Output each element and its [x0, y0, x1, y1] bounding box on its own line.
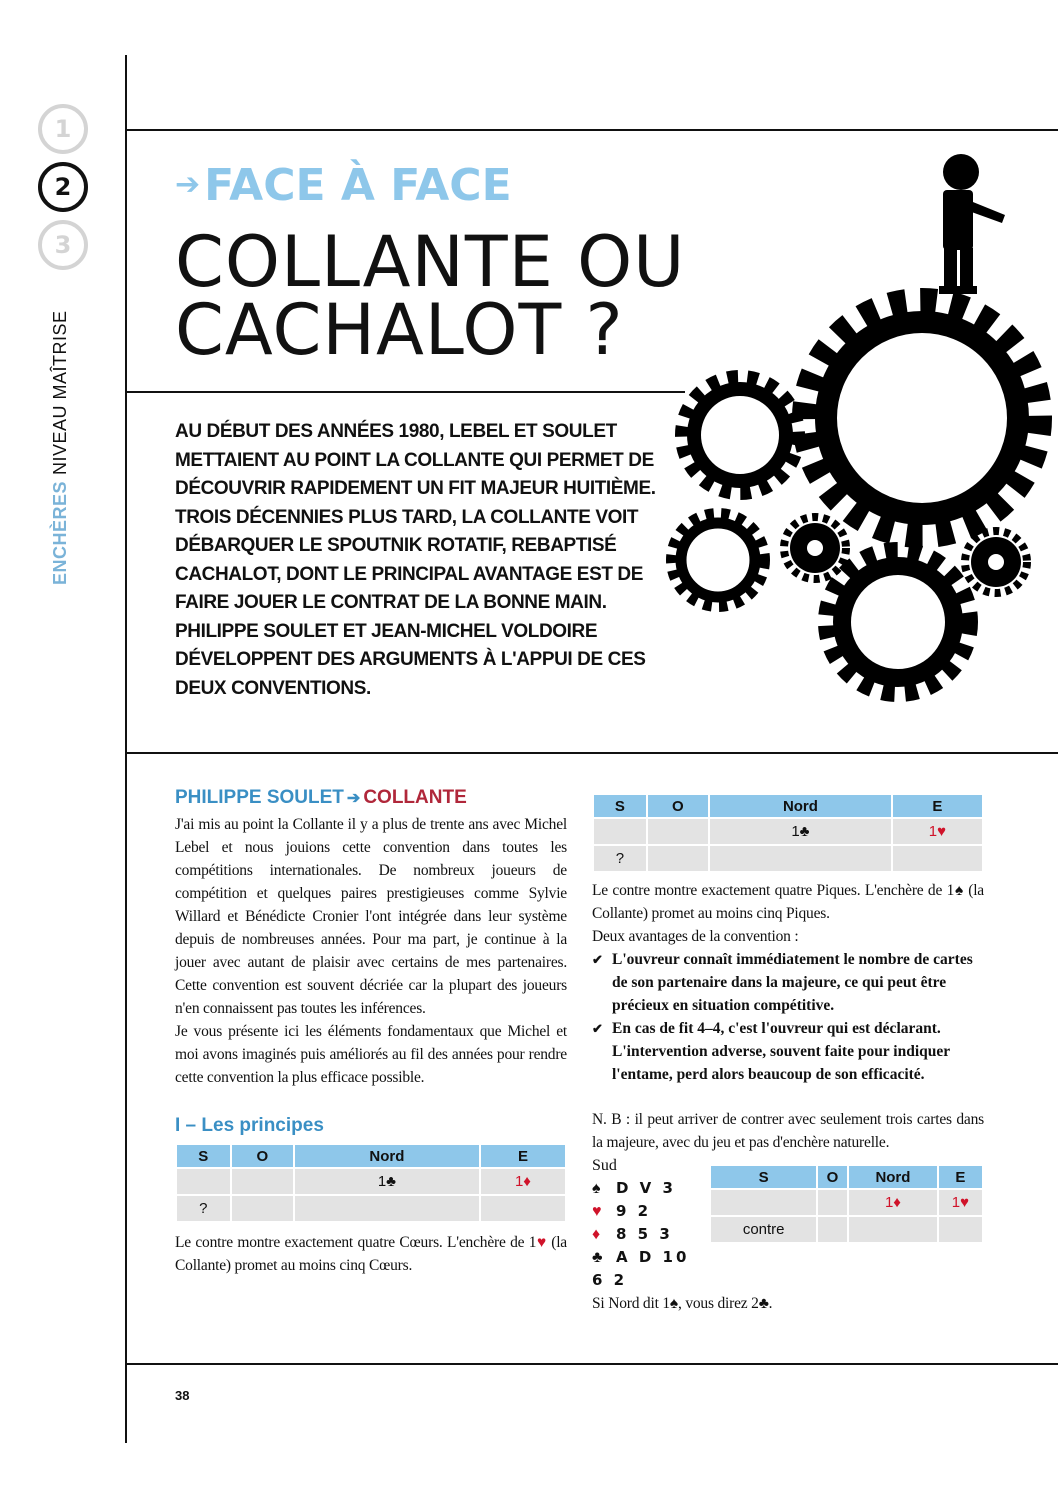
- gears-illustration: [650, 150, 1058, 710]
- diamond-icon: ♦: [592, 1226, 601, 1243]
- left-paragraph-2: Je vous présente ici les éléments fondamentaux que Michel et moi avons imaginés puis améliorés au fil des années pour rendre cette convention la plus efficace possible.: [175, 1023, 567, 1086]
- heart-icon: ♥: [592, 1203, 602, 1220]
- spade-icon: ♠: [592, 1180, 601, 1197]
- hand-diamonds: ♦ 8 5 3: [592, 1223, 691, 1246]
- table-cell: ?: [594, 846, 646, 871]
- table-header: S: [594, 795, 646, 817]
- author-name: PHILIPPE SOULET: [175, 787, 344, 808]
- level-2-badge: 2: [38, 162, 88, 212]
- footer-rule: [125, 1363, 1058, 1365]
- table-cell: [295, 1196, 479, 1221]
- checkmark-icon: ✔: [592, 1021, 603, 1036]
- table-row: [711, 1217, 982, 1242]
- table-cell: [939, 1217, 982, 1242]
- kicker-text: FACE À FACE: [204, 160, 512, 211]
- right-paragraph-1: Le contre montre exactement quatre Piques. L'enchère de 1♠ (la Collante) promet au moins cinq Piques.: [592, 882, 984, 922]
- table-cell: [818, 1217, 847, 1242]
- bidding-table-3: [709, 1164, 984, 1244]
- table-header: Nord: [710, 795, 891, 817]
- hand-hearts: ♥ 9 2: [592, 1200, 691, 1223]
- intro-text: AU DÉBUT DES ANNÉES 1980, LEBEL ET SOULET METTAIENT AU POINT LA COLLANTE QUI PERMET DE DÉCOUVRIR RAPIDEMENT UN FIT MAJEUR HUITIÈME. TROIS DÉCENNIES PLUS TARD, LA COLLANTE VOIT DÉBARQUER LE SPOUTNIK ROTATIF, REBAPTISÉ CACHALOT, DONT LE PRINCIPAL AVANTAGE EST DE FAIRE JOUER LE CONTRAT DE LA BONNE MAIN. PHILIPPE SOULET ET JEAN-MICHEL VOLDOIRE DÉVELOPPENT DES ARGUMENTS À L'APPUI DE CES DEUX CONVENTIONS.: [175, 421, 656, 699]
- spade-icon: ♠: [954, 882, 964, 899]
- page-number: 38: [175, 1388, 190, 1403]
- table-header: O: [648, 795, 708, 817]
- right-column: [592, 793, 984, 1315]
- level-label: NIVEAU MAÎTRISE: [49, 310, 70, 475]
- bidding-table-1: [175, 1143, 567, 1223]
- section-vertical-label: [45, 265, 75, 585]
- hand-label: Sud: [592, 1157, 617, 1174]
- hand-clubs: ♣ A D 10 6 2: [592, 1248, 690, 1289]
- category-label: ENCHÈRES: [49, 480, 70, 585]
- nb-note: N. B : il peut arriver de contrer avec seulement trois cartes dans la majeure, avec du jeu et pas d'enchère naturelle.: [592, 1111, 984, 1151]
- table-cell: contre: [711, 1217, 815, 1242]
- table-header: Nord: [849, 1166, 937, 1188]
- kicker: [175, 160, 512, 211]
- stick-figure-icon: [939, 154, 1005, 294]
- south-hand: [592, 1154, 691, 1292]
- table-cell: 1♦: [849, 1190, 937, 1215]
- table-cell: 1♣: [710, 819, 891, 844]
- table-cell: [232, 1169, 293, 1194]
- level-1-badge: 1: [38, 104, 88, 154]
- left-paragraph-1: J'ai mis au point la Collante il y a plus de trente ans avec Michel Lebel et nous jouions cette convention dans toutes les compétitions internationales. De nombreux joueurs de compétition et quelques paires prestigieuses comme Sylvie Willard et Bénédicte Cronier l'ont intégrée dans leur système depuis de nombreuses années. Pour ma part, je continue à la jouer avec autant de plaisir avec certains de mes partenaires. Cette convention est souvent décriée car la plupart des joueurs n'en connaissent pas toutes les inférences.: [175, 816, 567, 1017]
- table-cell: [818, 1190, 847, 1215]
- table-cell: 1♦: [481, 1169, 565, 1194]
- table-cell: 1♥: [893, 819, 982, 844]
- intro-rule: [125, 752, 1058, 754]
- left-byline: [175, 787, 567, 809]
- table-row: [177, 1196, 565, 1221]
- title-line-2: CACHALOT ?: [175, 289, 624, 371]
- club-icon: ♣: [758, 1295, 769, 1312]
- table-cell: [481, 1196, 565, 1221]
- table-header: O: [818, 1166, 847, 1188]
- list-item: ✔ L'ouvreur connaît immédiatement le nombre de cartes de son partenaire dans la majeure, ce qui peut être précieux en situation compétitive.: [592, 948, 984, 1017]
- top-rule: [125, 129, 1058, 131]
- table-row: [594, 819, 982, 844]
- table-cell: [232, 1196, 293, 1221]
- topic-name: COLLANTE: [363, 787, 467, 808]
- left-column: [175, 787, 567, 1277]
- table-cell: [648, 846, 708, 871]
- final-line: Si Nord dit 1♠, vous direz 2♣.: [592, 1295, 773, 1312]
- arrow-right-icon: ➔: [346, 790, 361, 807]
- table-header: O: [232, 1145, 293, 1167]
- table-header: E: [893, 795, 982, 817]
- table-cell: ?: [177, 1196, 230, 1221]
- table-cell: [594, 819, 646, 844]
- spade-icon: ♠: [669, 1295, 678, 1312]
- table-header: S: [177, 1145, 230, 1167]
- table-header: E: [481, 1145, 565, 1167]
- level-3-badge: 3: [38, 220, 88, 270]
- left-body: [175, 813, 567, 1089]
- right-paragraph-2: Deux avantages de la convention :: [592, 928, 799, 945]
- table-header: S: [711, 1166, 815, 1188]
- page-title: [175, 221, 686, 371]
- advantages-list: [592, 948, 984, 1086]
- list-item: ✔ En cas de fit 4–4, c'est l'ouvreur qui est déclarant. L'intervention adverse, souvent faite pour indiquer l'entame, perd alors beaucoup de son efficacité.: [592, 1017, 984, 1086]
- right-body: [592, 879, 984, 948]
- table-cell: [648, 819, 708, 844]
- table-cell: [893, 846, 982, 871]
- table-cell: [710, 846, 891, 871]
- section-title: I – Les principes: [175, 1115, 324, 1136]
- left-after-table: Le contre montre exactement quatre Cœurs. L'enchère de 1♥ (la Collante) promet au moins cinq Cœurs.: [175, 1234, 567, 1274]
- table-cell: 1♥: [939, 1190, 982, 1215]
- arrow-right-icon: ➔: [175, 167, 201, 202]
- left-vertical-rule: [125, 55, 127, 1443]
- title-rule: [125, 391, 685, 393]
- checkmark-icon: ✔: [592, 952, 603, 967]
- heart-icon: ♥: [536, 1234, 547, 1251]
- table-cell: 1♣: [295, 1169, 479, 1194]
- hand-spades: ♠ D V 3: [592, 1177, 691, 1200]
- title-line-1: COLLANTE OU: [175, 221, 686, 303]
- bidding-table-2: [592, 793, 984, 873]
- table-header: E: [939, 1166, 982, 1188]
- table-cell: [177, 1169, 230, 1194]
- table-cell: [711, 1190, 815, 1215]
- table-cell: [849, 1217, 937, 1242]
- table-row: [177, 1169, 565, 1194]
- club-icon: ♣: [592, 1249, 603, 1266]
- table-row: [594, 846, 982, 871]
- table-header: Nord: [295, 1145, 479, 1167]
- table-row: [711, 1190, 982, 1215]
